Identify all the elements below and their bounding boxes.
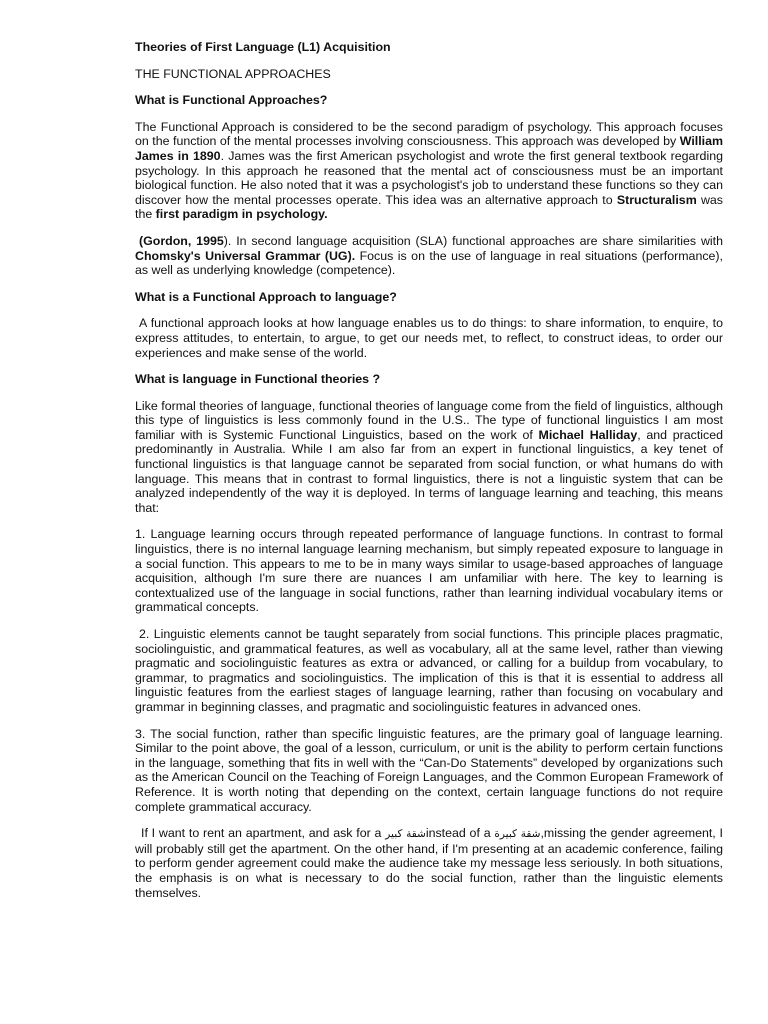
question-heading-2: What is a Functional Approach to language? bbox=[135, 289, 397, 304]
section-heading: THE FUNCTIONAL APPROACHES bbox=[135, 66, 331, 81]
document-title: Theories of First Language (L1) Acquisition bbox=[135, 40, 391, 54]
question-heading-1: What is Functional Approaches? bbox=[135, 93, 328, 108]
paragraph-apartment-example: If I want to rent an apartment, and ask for a شقة كبيرinstead of a شقة كبيرة,missing the gender agreement, I will probably still get the apartment. On the other hand, if I'm presenting at an academic conference, failing to perform gender agreement could make the audience take my message less seriously. In both situations, the emphasis is on what is necessary to do the social function, rather than the linguistic elements themselves. bbox=[135, 826, 723, 900]
document-page bbox=[135, 40, 723, 912]
question-heading-3: What is language in Functional theories ? bbox=[135, 372, 381, 387]
paragraph-gordon: (Gordon, 1995). In second language acquisition (SLA) functional approaches are share similarities with Chomsky's Universal Grammar (UG). Focus is on the use of language in real situations (performance), as well as underlying knowledge (competence). bbox=[135, 233, 724, 278]
paragraph-functional-theories: Like formal theories of language, functional theories of language come from the field of linguistics, although this type of linguistics is less commonly found in the U.S.. The type of functional linguistics I am most familiar with is Systemic Functional Linguistics, based on the work of Michael Halliday, and practiced predominantly in Australia. While I am also far from an expert in functional linguistics, a key tenet of functional linguistics is that language cannot be separated from social function, or what humans do with language. This means that in contrast to formal linguistics, there is not a linguistic system that can be analyzed independently of the way it is deployed. In terms of language learning and teaching, this means that: bbox=[135, 398, 724, 515]
list-point-1: 1. Language learning occurs through repeated performance of language functions. In contrast to formal linguistics, there is no internal language learning mechanism, but simply repeated exposure to language in a social function. This appears to me to be in many ways similar to usage-based approaches of language acquisition, although I'm sure there are nuances I am unfamiliar with here. The key to learning is contextualized use of the language in social functions, rather than learning individual vocabulary items or grammatical concepts. bbox=[135, 527, 723, 615]
list-point-3: 3. The social function, rather than specific linguistic features, are the primary goal of language learning. Similar to the point above, the goal of a lesson, curriculum, or unit is the ability to perform certain functions in the language, something that fits in well with the “Can-Do Statements” developed by organizations such as the American Council on the Teaching of Foreign Languages, and the Common European Framework of Reference. It is worth noting that depending on the context, certain language functions do not require complete grammatical accuracy. bbox=[135, 726, 723, 814]
paragraph-functional-language: A functional approach looks at how language enables us to do things: to share information, to enquire, to express attitudes, to entertain, to argue, to get our needs met, to reflect, to construct ideas, to order our experiences and make sense of the world. bbox=[135, 316, 723, 360]
paragraph-functional-approach: The Functional Approach is considered to be the second paradigm of psychology. This approach focuses on the function of the mental processes involving consciousness. This approach was developed by William James in 1890. James was the first American psychologist and wrote the first general textbook regarding psychology. In this approach he reasoned that the mental act of consciousness must be an important biological function. He also noted that it was a psychologist's job to understand these functions so they can discover how the mental processes operate. This idea was an alternative approach to Structuralism was the first paradigm in psychology. bbox=[135, 119, 723, 222]
list-point-2: 2. Linguistic elements cannot be taught separately from social functions. This principle places pragmatic, sociolinguistic, and grammatical features, as well as vocabulary, all at the same level, rather than viewing pragmatic and sociolinguistic features as extra or advanced, or calling for a buildup from vocabulary, to grammar, to pragmatics and sociolinguistics. The implication of this is that it is essential to address all linguistic features from the earliest stages of language learning, rather than focusing on vocabulary and grammar in beginning classes, and pragmatic and sociolinguistic features in advanced ones. bbox=[135, 627, 723, 714]
